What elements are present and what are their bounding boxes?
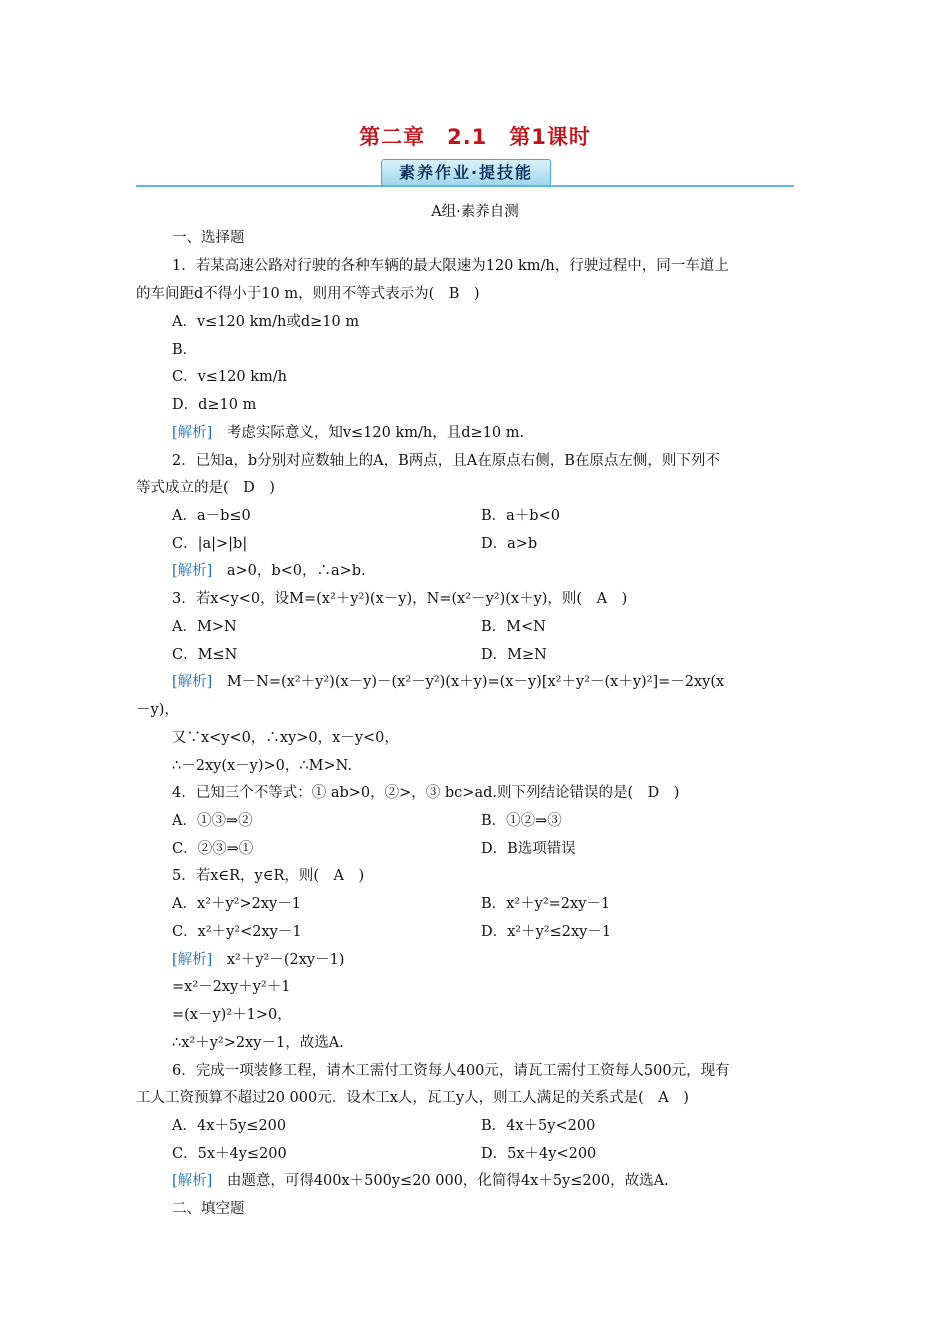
text-line-q6b bbox=[136, 1088, 816, 1108]
line-text: ∴－2xy(x－y)>0，∴M>N. bbox=[172, 758, 352, 774]
line-text: ∴x²＋y²>2xy－1，故选A. bbox=[172, 1035, 344, 1051]
line-text: 等式成立的是( D ) bbox=[136, 480, 275, 496]
line-text: =(x－y)²＋1>0， bbox=[172, 1007, 292, 1023]
line-text: B．M<N bbox=[481, 619, 546, 635]
line-text: 又∵x<y<0，∴xy>0，x－y<0， bbox=[172, 730, 399, 746]
line-text: C．|a|>|b| bbox=[172, 536, 248, 552]
text-line-q1B bbox=[172, 340, 852, 360]
text-line-q5s4 bbox=[172, 1033, 852, 1053]
line-text: D．d≥10 m bbox=[172, 397, 257, 413]
text-line-q4D bbox=[481, 839, 950, 859]
line-text: 考虑实际意义，知v≤120 km/h，且d≥10 m. bbox=[212, 425, 525, 441]
solution-tag: [解析] bbox=[172, 952, 213, 968]
text-line-q5D bbox=[481, 922, 950, 942]
text-line-q1b bbox=[136, 284, 816, 304]
text-line-q2s bbox=[172, 561, 852, 581]
line-text: 6．完成一项装修工程，请木工需付工资每人400元，请瓦工需付工资每人500元，现有 bbox=[172, 1063, 730, 1079]
line-text: A．x²＋y²>2xy－1 bbox=[172, 896, 301, 912]
text-line-q5B bbox=[481, 894, 950, 914]
text-line-q6a bbox=[172, 1061, 852, 1081]
solution-tag: [解析] bbox=[172, 425, 213, 441]
line-text: A．v≤120 km/h或d≥10 m bbox=[172, 314, 360, 330]
text-line-q1s bbox=[172, 423, 852, 443]
line-text: =x²－2xy＋y²＋1 bbox=[172, 979, 291, 995]
text-line-q6s bbox=[172, 1171, 852, 1191]
line-text: C．v≤120 km/h bbox=[172, 369, 287, 385]
line-text: B．①②⇒③ bbox=[481, 813, 562, 829]
line-text: C．5x＋4y≤200 bbox=[172, 1146, 287, 1162]
line-text: 4．已知三个不等式：① ab>0，②>，③ bc>ad.则下列结论错误的是( D ) bbox=[172, 785, 680, 801]
line-text: 1．若某高速公路对行驶的各种车辆的最大限速为120 km/h，行驶过程中，同一车道上 bbox=[172, 258, 729, 274]
text-line-q1D bbox=[172, 395, 852, 415]
line-text: D．5x＋4y<200 bbox=[481, 1146, 597, 1162]
solution-tag: [解析] bbox=[172, 674, 213, 690]
line-text: B． bbox=[172, 342, 198, 358]
text-line-q4a bbox=[172, 783, 852, 803]
text-line-q5a bbox=[172, 866, 852, 886]
text-line-q6B bbox=[481, 1116, 950, 1136]
text-line-q1C bbox=[172, 367, 852, 387]
text-line-sec2 bbox=[172, 1199, 852, 1219]
line-text: A．M>N bbox=[172, 619, 237, 635]
text-line-q5s2 bbox=[172, 977, 852, 997]
solution-tag: [解析] bbox=[172, 1173, 213, 1189]
text-line-q3D bbox=[481, 645, 950, 665]
line-text: －y)， bbox=[136, 702, 179, 718]
line-text: a>0，b<0，∴a>b. bbox=[212, 563, 366, 579]
line-text: A．4x＋5y≤200 bbox=[172, 1118, 287, 1134]
line-text: B．4x＋5y<200 bbox=[481, 1118, 596, 1134]
text-line-q6D bbox=[481, 1144, 950, 1164]
text-line-q5s bbox=[172, 950, 852, 970]
line-text: B．x²＋y²=2xy－1 bbox=[481, 896, 611, 912]
line-text: C．x²＋y²<2xy－1 bbox=[172, 924, 302, 940]
header-divider bbox=[136, 185, 794, 187]
line-text: C．M≤N bbox=[172, 647, 238, 663]
text-line-q2B bbox=[481, 506, 950, 526]
text-line-q4B bbox=[481, 811, 950, 831]
line-text: 3．若x<y<0，设M=(x²＋y²)(x－y)，N=(x²－y²)(x＋y)，则( A ) bbox=[172, 591, 628, 607]
line-text: 的车间距d不得小于10 m，则用不等式表示为( B ) bbox=[136, 286, 480, 302]
text-line-q3s2 bbox=[136, 700, 816, 720]
text-line-q3s4 bbox=[172, 756, 852, 776]
line-text: x²＋y²－(2xy－1) bbox=[212, 952, 345, 968]
line-text: B．a＋b<0 bbox=[481, 508, 560, 524]
text-line-q3s bbox=[172, 672, 852, 692]
section-banner: 素养作业·提技能 bbox=[381, 159, 551, 187]
text-line-group bbox=[0, 202, 950, 222]
text-line-q5s3 bbox=[172, 1005, 852, 1025]
line-text: M－N=(x²＋y²)(x－y)－(x²－y²)(x＋y)=(x－y)[x²＋y²－(x＋y)²]=－2xy(x bbox=[212, 674, 725, 690]
text-line-q3B bbox=[481, 617, 950, 637]
line-text: D．B选项错误 bbox=[481, 841, 576, 857]
line-text: D．M≥N bbox=[481, 647, 547, 663]
line-text: A．①③⇒② bbox=[172, 813, 253, 829]
text-line-q3a bbox=[172, 589, 852, 609]
line-text: 5．若x∈R，y∈R，则( A ) bbox=[172, 868, 365, 884]
line-text: A组·素养自测 bbox=[431, 204, 519, 220]
line-text: 工人工资预算不超过20 000元．设木工x人，瓦工y人，则工人满足的关系式是( A ) bbox=[136, 1090, 689, 1106]
text-line-q3s3 bbox=[172, 728, 852, 748]
page-title: 第二章 2.1 第1课时 bbox=[359, 125, 591, 149]
solution-tag: [解析] bbox=[172, 563, 213, 579]
text-line-q2a bbox=[172, 451, 852, 471]
line-text: 二、填空题 bbox=[172, 1201, 245, 1217]
line-text: 由题意，可得400x＋500y≤20 000，化简得4x＋5y≤200，故选A. bbox=[212, 1173, 669, 1189]
line-text: 2．已知a，b分别对应数轴上的A，B两点，且A在原点右侧，B在原点左侧，则下列不 bbox=[172, 453, 720, 469]
text-line-q1A bbox=[172, 312, 852, 332]
line-text: C．②③⇒① bbox=[172, 841, 254, 857]
text-line-sec1 bbox=[172, 228, 852, 248]
line-text: 一、选择题 bbox=[172, 230, 245, 246]
line-text: D．a>b bbox=[481, 536, 538, 552]
line-text: A．a－b≤0 bbox=[172, 508, 251, 524]
text-line-q2b bbox=[136, 478, 816, 498]
text-line-q2D bbox=[481, 534, 950, 554]
text-line-q1a bbox=[172, 256, 852, 276]
line-text: D．x²＋y²≤2xy－1 bbox=[481, 924, 612, 940]
